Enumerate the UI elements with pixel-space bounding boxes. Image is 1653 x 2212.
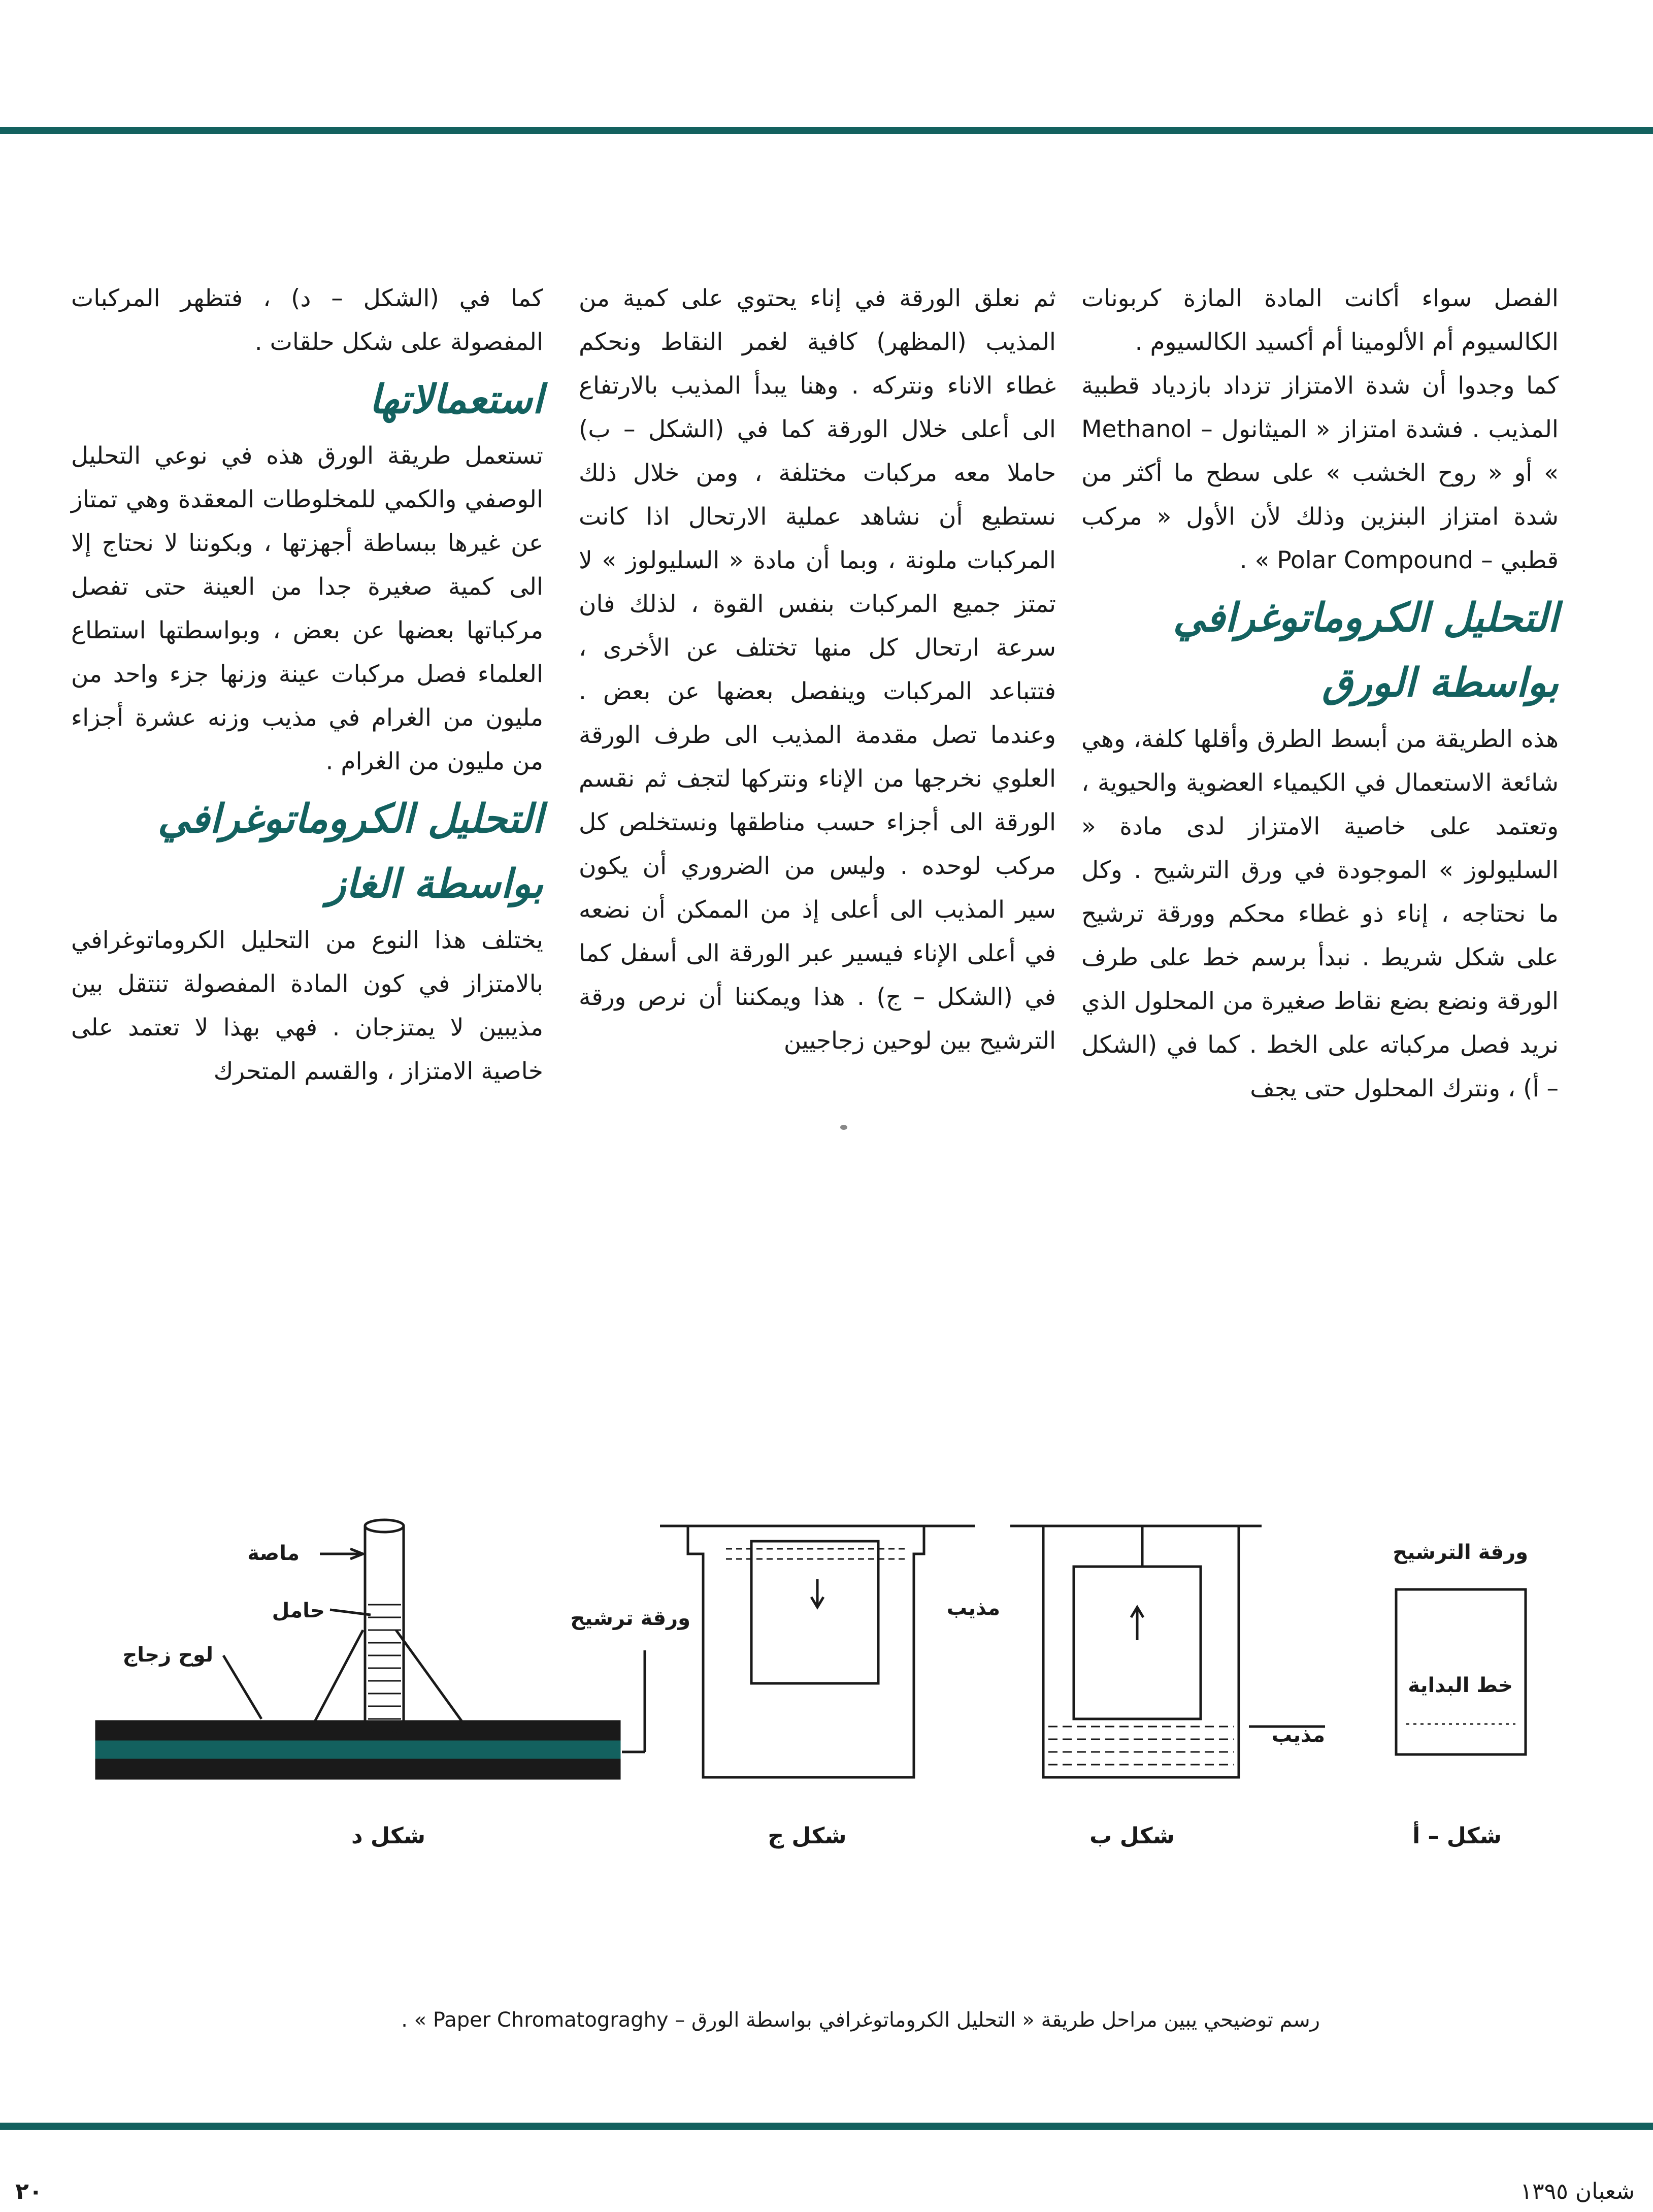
caption-shape-a: شكل – أ (1412, 1823, 1502, 1849)
section-heading: التحليل الكروماتوغرافي بواسطة الغاز (157, 796, 543, 907)
paper-a (1396, 1589, 1526, 1754)
label-glass-plate: لوح زجاج (122, 1643, 213, 1667)
top-rule (0, 127, 1653, 134)
paragraph: كما في (الشكل – د) ، فتظهر المركبات المفصولة على شكل حلقات . (71, 284, 543, 356)
speck (840, 1125, 847, 1130)
holder-leg-left (315, 1630, 363, 1721)
pipette-top (365, 1520, 404, 1532)
paragraph: يختلف هذا النوع من التحليل الكروماتوغرافي بالامتزاز في كون المادة المفصولة تنتقل بين مذيبين لا يمتزجان . فهي بهذا لا تعتمد على خاصية الامتزاز ، والقسم المتحرك (71, 926, 543, 1085)
label-filter-paper-a: ورقة الترشيح (1393, 1541, 1528, 1564)
label-start-line: خط البداية (1408, 1674, 1513, 1697)
page-number: ٢٠ (15, 2178, 43, 2204)
glass-plate-bottom (96, 1760, 619, 1778)
label-holder: حامل (272, 1599, 325, 1622)
label-filter-paper-d: ورقة ترشيح (570, 1607, 690, 1630)
paragraph: كما وجدوا أن شدة الامتزاز تزداد بازدياد قطبية المذيب . فشدة امتزاز « الميثانول – Methanol » أو « روح الخشب » على سطح ما أكثر من شدة امتزاز البنزين وذلك لأن الأول « مركب قطبي – Polar Compound » . (1081, 372, 1559, 574)
column-right (1081, 277, 1559, 1111)
label-pipette: ماصة (247, 1542, 300, 1565)
paragraph: ثم نعلق الورقة في إناء يحتوي على كمية من المذيب (المظهر) كافية لغمر النقاط ونحكم غطاء الاناء ونتركه . وهنا يبدأ المذيب بالارتفاع الى أعلى خلال الورقة كما في (الشكل – ب) حاملا معه مركبات مختلفة ، ومن خلال ذلك نستطيع أن نشاهد عملية الارتحال اذا كانت المركبات ملونة ، وبما أن مادة « السليولوز » لا تمتز جميع المركبات بنفس القوة ، لذلك فان سرعة ارتحال كل منها تختلف عن الأخرى ، فتتباعد المركبات وينفصل بعضها عن بعض . وعندما تصل مقدمة المذيب الى طرف الورقة العلوي نخرجها من الإناء ونتركها لتجف ثم نقسم الورقة الى أجزاء حسب مناطقها ونستخلص كل مركب لوحده . وليس من الضروري أن يكون سير المذيب الى أعلى إذ من الممكن أن نضعه في أعلى الإناء فيسير عبر الورقة الى أسفل كما في (الشكل – ج) . هذا ويمكننا أن نرص ورقة الترشيح بين لوحين زجاجيين (579, 284, 1056, 1055)
chromatography-illustration (86, 1503, 1559, 1869)
paragraph: تستعمل طريقة الورق هذه في نوعي التحليل الوصفي والكمي للمخلوطات المعقدة وهي تمتاز عن غيرها ببساطة أجهزتها ، وبكوننا لا نحتاج إلا الى كمية صغيرة جدا من العينة حتى تفصل مركباتها بعضها عن بعض ، وبواسطتها استطاع العلماء فصل مركبات عينة وزنها جزء واحد من مليون من الغرام في مذيب وزنه عشرة أجزاء من مليون من الغرام . (71, 442, 543, 775)
caption-shape-c: شكل ج (768, 1823, 847, 1849)
section-heading: استعمالاتها (369, 376, 543, 422)
label-solvent-c: مذيب (946, 1597, 1000, 1620)
holder-leg-right (396, 1630, 462, 1721)
figure-c (660, 1526, 975, 1777)
glass-plate-top (96, 1721, 619, 1742)
caption-shape-b: شكل ب (1089, 1823, 1175, 1849)
paragraph: هذه الطريقة من أبسط الطرق وأقلها كلفة، وهي شائعة الاستعمال في الكيمياء العضوية والحيوية ، وتعتمد على خاصية الامتزاز لدى مادة « السليولوز » الموجودة في ورق الترشيح . وكل ما نحتاجه ، إناء ذو غطاء محكم وورقة ترشيح على شكل شريط . نبدأ برسم خط على طرف الورقة ونضع بضع نقاط صغيرة من المحلول الذي نريد فصل مركباته على الخط . كما في (الشكل – أ) ، ونترك المحلول حتى يجف (1081, 725, 1559, 1102)
pointer-glass (223, 1655, 261, 1719)
figure-caption: رسم توضيحي يبين مراحل طريقة « التحليل الكروماتوغرافي بواسطة الورق – Paper Chromatograghy » . (401, 2008, 1320, 2032)
column-left (71, 277, 543, 1093)
container-c (688, 1526, 924, 1777)
paper-b (1074, 1567, 1201, 1719)
bottom-rule (0, 2123, 1653, 2130)
figure-a (1396, 1589, 1526, 1754)
filter-paper-band (96, 1742, 619, 1760)
caption-shape-d: شكل د (351, 1823, 426, 1849)
issue-date: شعبان ١٣٩٥ (1520, 2178, 1635, 2204)
column-middle (579, 277, 1056, 1063)
label-solvent-b: مذيب (1271, 1723, 1325, 1747)
paper-c (751, 1541, 878, 1683)
paragraph: الفصل سواء أكانت المادة المازة كربونات الكالسيوم أم الألومينا أم أكسيد الكالسيوم . (1081, 284, 1559, 356)
section-heading: التحليل الكروماتوغرافي بواسطة الورق (1173, 595, 1559, 706)
